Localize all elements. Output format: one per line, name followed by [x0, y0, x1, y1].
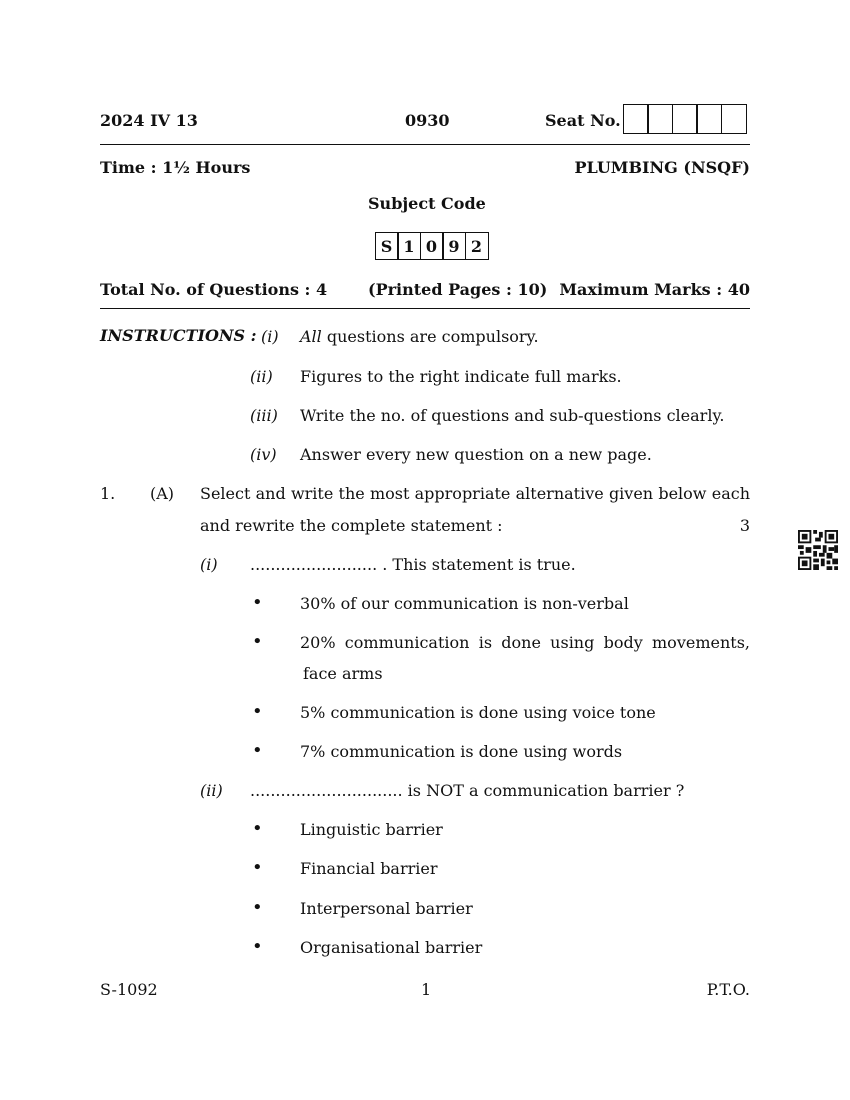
question-part: (A)	[150, 484, 175, 503]
time-allowed: Time : 1½ Hours	[100, 158, 251, 177]
option-text: 30% of our communication is non-verbal	[300, 594, 629, 613]
instruction-number: (i)	[261, 327, 279, 346]
seat-box	[721, 104, 747, 134]
option-text: 5% communication is done using voice tone	[300, 703, 656, 722]
bullet-icon: •	[252, 701, 263, 722]
subquestion-number: (ii)	[200, 781, 223, 800]
seat-box	[623, 104, 649, 134]
instruction-emphasis: All	[300, 327, 322, 346]
seat-number-boxes	[624, 104, 747, 134]
subject-code-char: 2	[465, 232, 489, 260]
subject-code-char: S	[375, 232, 399, 260]
instruction-item	[300, 327, 539, 346]
subquestion-prompt: ......................... . This statement is true.	[250, 555, 576, 574]
instructions-label: INSTRUCTIONS :	[100, 326, 257, 345]
page-number: 1	[421, 980, 432, 999]
instruction-text: Figures to the right indicate full marks.	[300, 367, 622, 386]
option-text: Linguistic barrier	[300, 820, 443, 839]
subject-code-char: 0	[420, 232, 444, 260]
subject-code-boxes	[376, 232, 489, 260]
total-questions: Total No. of Questions : 4	[100, 280, 328, 299]
option-text: Interpersonal barrier	[300, 899, 473, 918]
instruction-number: (iv)	[250, 445, 277, 464]
question-stem-line: and rewrite the complete statement :	[200, 516, 503, 535]
seat-box	[647, 104, 673, 134]
option-text: Organisational barrier	[300, 938, 483, 957]
instruction-number: (ii)	[250, 367, 273, 386]
instruction-text: questions are compulsory.	[321, 327, 539, 346]
question-number: 1.	[100, 484, 116, 503]
meta-divider	[100, 308, 750, 309]
instruction-text: Write the no. of questions and sub-questions clearly.	[300, 406, 725, 425]
bullet-icon: •	[252, 818, 263, 839]
seat-box	[696, 104, 722, 134]
bullet-icon: •	[252, 592, 263, 613]
printed-pages: (Printed Pages : 10)	[368, 280, 548, 299]
instruction-text: Answer every new question on a new page.	[300, 445, 652, 464]
bullet-icon: •	[252, 857, 263, 878]
paper-number: 0930	[405, 111, 450, 130]
subquestion-prompt: .............................. is NOT a communication barrier ?	[250, 781, 685, 800]
bullet-icon: •	[252, 631, 263, 652]
qr-code-icon	[798, 530, 838, 570]
bullet-icon: •	[252, 740, 263, 761]
subject-code-char: 9	[442, 232, 466, 260]
header-divider	[100, 144, 750, 145]
option-text: 7% communication is done using words	[300, 742, 623, 761]
question-stem-line: Select and write the most appropriate alternative given below each	[200, 484, 750, 503]
option-text: 20% communication is done using body movements,	[300, 633, 750, 652]
option-text: Financial barrier	[300, 859, 438, 878]
subject-code-char: 1	[397, 232, 421, 260]
paper-code: 2024 IV 13	[100, 111, 198, 130]
maximum-marks: Maximum Marks : 40	[559, 280, 750, 299]
footer-code: S-1092	[100, 980, 158, 999]
bullet-icon: •	[252, 936, 263, 957]
subject-code-label: Subject Code	[368, 194, 486, 213]
seat-number-label: Seat No.	[545, 111, 621, 130]
option-text-continuation: face arms	[303, 664, 383, 683]
subject-title: PLUMBING (NSQF)	[574, 158, 750, 177]
please-turn-over: P.T.O.	[706, 980, 750, 999]
seat-box	[672, 104, 698, 134]
instruction-number: (iii)	[250, 406, 278, 425]
subquestion-number: (i)	[200, 555, 218, 574]
bullet-icon: •	[252, 897, 263, 918]
question-marks: 3	[739, 516, 750, 535]
